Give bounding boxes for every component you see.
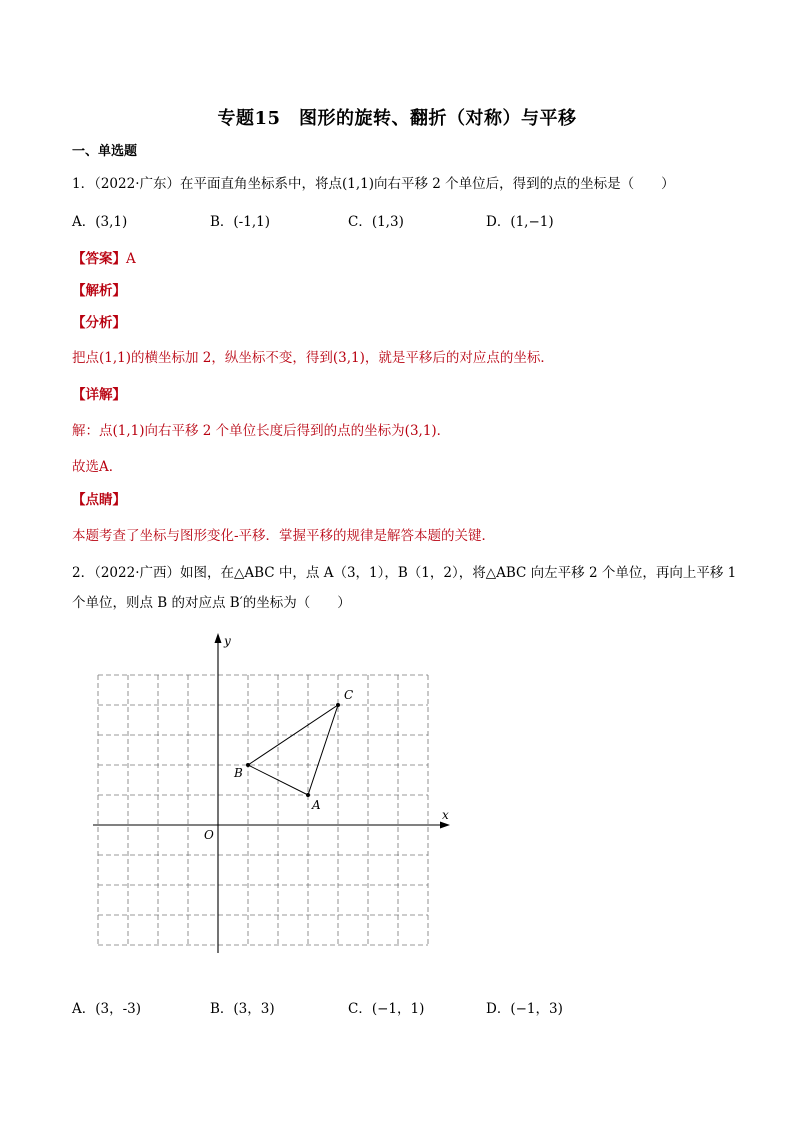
q1-analysis-label: 【解析】 bbox=[72, 283, 126, 299]
triangle-abc bbox=[246, 703, 340, 797]
page-title: 专题15 图形的旋转、翻折（对称）与平移 bbox=[217, 108, 577, 129]
q2-option-d[interactable]: D．(−1，3) bbox=[486, 1001, 563, 1017]
dashed-grid bbox=[98, 675, 428, 945]
q2-option-c[interactable]: C．(−1，1) bbox=[348, 1001, 425, 1017]
q1-fenxi-label: 【分析】 bbox=[72, 315, 126, 331]
q2-stem-line1: 2．（2022·广西）如图，在△ABC 中，点 A（3，1），B（1，2），将△ABC 向左平移 2 个单位，再向上平移 1 bbox=[72, 565, 737, 581]
q1-option-d[interactable]: D．(1,−1) bbox=[486, 214, 554, 230]
vertex-point-c bbox=[336, 703, 340, 707]
q1-comment-text: 本题考查了坐标与图形变化-平移．掌握平移的规律是解答本题的关键． bbox=[72, 528, 496, 544]
x-axis-label: x bbox=[442, 808, 449, 822]
q1-comment-label: 【点睛】 bbox=[72, 492, 126, 508]
origin-label: O bbox=[204, 828, 214, 842]
vertex-point-a bbox=[306, 793, 310, 797]
q1-choose-text: 故选A． bbox=[72, 459, 123, 475]
q1-detail-text: 解：点(1,1)向右平移 2 个单位长度后得到的点的坐标为(3,1)． bbox=[72, 423, 451, 439]
y-axis-arrow bbox=[215, 633, 222, 643]
vertex-label-a: A bbox=[312, 798, 321, 812]
vertex-label-b: B bbox=[234, 766, 243, 780]
vertex-label-c: C bbox=[344, 688, 354, 702]
axes bbox=[93, 633, 450, 953]
q2-option-a[interactable]: A．(3，-3) bbox=[72, 1001, 142, 1017]
q1-answer-value: A bbox=[126, 251, 136, 267]
q1-option-a[interactable]: A．(3,1) bbox=[72, 214, 128, 230]
q1-answer-label: 【答案】 bbox=[72, 251, 126, 267]
y-axis-label: y bbox=[224, 634, 231, 648]
triangle-edges bbox=[248, 705, 338, 795]
q1-stem: 1．（2022·广东）在平面直角坐标系中，将点(1,1)向右平移 2 个单位后，得到的点的坐标是（ ） bbox=[72, 176, 675, 192]
q2-stem-line2: 个单位，则点 B 的对应点 B′的坐标为（ ） bbox=[72, 595, 351, 611]
q1-option-b[interactable]: B．(-1,1) bbox=[210, 214, 270, 230]
q1-answer-row bbox=[72, 247, 136, 267]
q1-fenxi-text: 把点(1,1)的横坐标加 2，纵坐标不变，得到(3,1)，就是平移后的对应点的坐标． bbox=[72, 350, 554, 366]
q1-option-c[interactable]: C．(1,3) bbox=[348, 214, 404, 230]
x-axis-arrow bbox=[440, 822, 450, 829]
coordinate-graph bbox=[88, 628, 458, 958]
q2-option-b[interactable]: B．(3，3) bbox=[210, 1001, 275, 1017]
q1-detail-label: 【详解】 bbox=[72, 387, 126, 403]
section-heading: 一、单选题 bbox=[72, 144, 138, 159]
vertex-point-b bbox=[246, 763, 250, 767]
